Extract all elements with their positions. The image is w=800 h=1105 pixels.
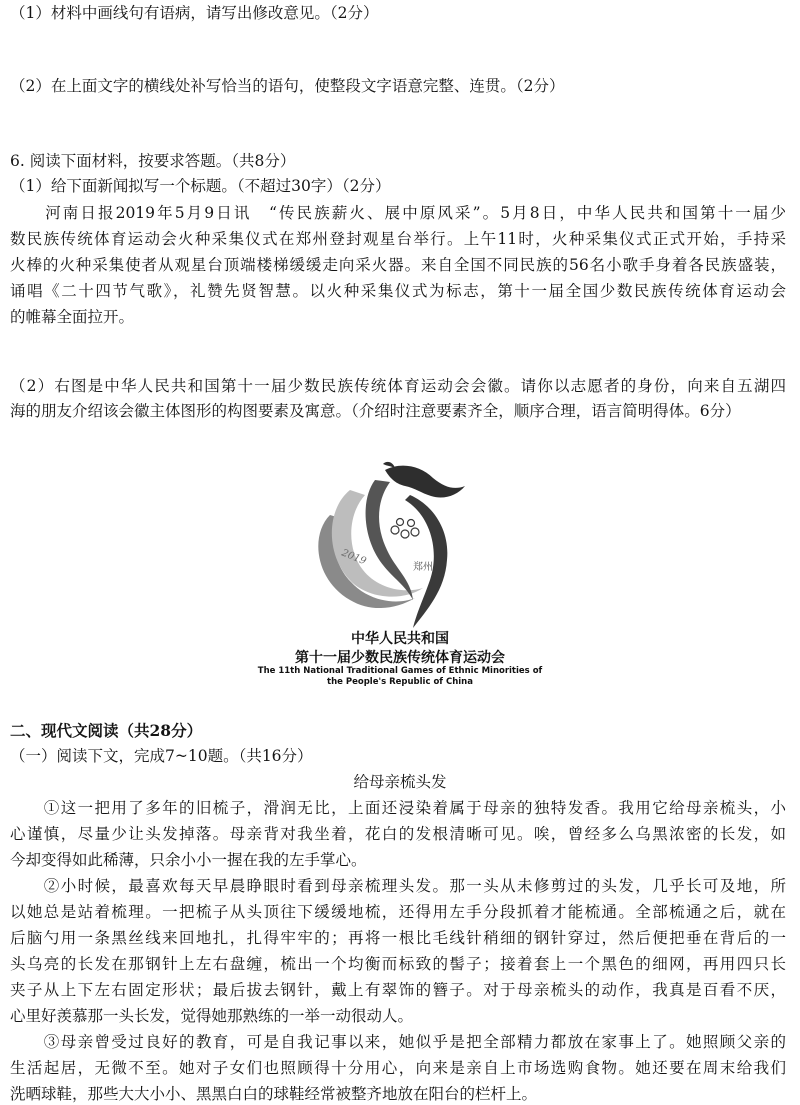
question-6-title: 6. 阅读下面材料，按要求答题。（共8分） [10,152,296,170]
pattern-dot [408,520,415,527]
question-6-1: （1）给下面新闻拟写一个标题。（不超过30字）（2分） [10,177,391,195]
article-line: ①这一把用了多年的旧梳子，滑润无比，上面还浸染着属于母亲的独特发香。我用它给母亲梳头，小 [10,799,786,817]
article-line: 头乌亮的长发在那钢针上左右盘缠，梳出一个均衡而标致的髻子；接着套上一个黑色的细网，再用四只长 [10,955,786,973]
article-line: 夹子从上下左右固定形状；最后拔去钢针，戴上有翠饰的簪子。对于母亲梳头的动作，我真是百看不厌， [10,981,786,999]
news-line: 火棒的火种采集使者从观星台顶端楼梯缓缓走向采火器。来自全国不同民族的56名小歌手身着各民族盛装， [10,256,786,274]
emblem-graphic [255,460,545,630]
dragon-horn [383,462,395,468]
pattern-dot [391,526,399,534]
article-line: 心谨慎，尽量少让头发掉落。母亲背对我坐着，花白的发根清晰可见。唉，曾经多么乌黑浓密的长发，如 [10,825,786,843]
section-heading: 二、现代文阅读（共28分） [10,721,203,740]
article-line: 今却变得如此稀薄，只余小小一握在我的左手掌心。 [10,851,367,869]
pattern-dot [397,519,404,526]
section-sub: （一）阅读下文，完成7~10题。（共16分） [10,747,313,765]
article-line: 心里好羡慕那一头长发，觉得她那熟练的一举一动很动人。 [10,1007,414,1025]
games-emblem [255,460,545,700]
article-line: 洗晒球鞋，那些大大小小、黑黑白白的球鞋经常被整齐地放在阳台的栏杆上。 [10,1085,538,1103]
pattern-dot [401,530,409,538]
question-6-2-line: 海的朋友介绍该会徽主体图形的构图要素及寓意。（介绍时注意要素齐全，顺序合理，语言简明得体。6分） [10,402,741,420]
news-line: 河南日报2019年5月9日讯 “传民族薪火、展中原风采”。5月8日，中华人民共和国第十一届少 [10,204,786,222]
emblem-caption-cn-2: 第十一届少数民族传统体育运动会 [295,650,505,666]
dragon-head [385,466,465,498]
emblem-caption-en-1: The 11th National Traditional Games of Ethnic Minorities of [257,666,543,676]
question-5-2: （2）在上面文字的横线处补写恰当的语句，使整段文字语意完整、连贯。（2分） [10,77,565,95]
article-line: 后脑勺用一条黑丝线来回地扎，扎得牢牢的；再将一根比毛线针稍细的钢针穿过，然后便把垂在背后的一 [10,929,786,947]
pattern-dot [411,528,419,536]
emblem-caption-en-2: the People's Republic of China [327,677,473,687]
news-line: 的帷幕全面拉开。 [10,308,135,326]
article-title: 给母亲梳头发 [353,773,447,791]
article-line: 生活起居，无微不至。她对子女们也照顾得十分用心，向来是亲自上市场选购食物。她还要在周末给我们 [10,1059,786,1077]
news-line: 诵唱《二十四节气歌》，礼赞先贤智慧。以火种采集仪式为标志，第十一届全国少数民族传统体育运动会 [10,282,786,300]
news-line: 数民族传统体育运动会火种采集仪式在郑州登封观星台举行。上午11时，火种采集仪式正式开始，手持采 [10,230,786,248]
article-line: ②小时候，最喜欢每天早晨睁眼时看到母亲梳理头发。那一头从未修剪过的头发，几乎长可及地，所 [10,877,786,895]
emblem-caption-cn-1: 中华人民共和国 [351,631,449,647]
question-5-1: （1）材料中画线句有语病，请写出修改意见。（2分） [10,4,379,22]
article-line: ③母亲曾受过良好的教育，可是自我记事以来，她似乎是把全部精力都放在家事上了。她照顾父亲的 [10,1033,786,1051]
article-line: 以她总是站着梳理。一把梳子从头顶往下缓缓地梳，还得用左手分段抓着才能梳通。全部梳通之后，就在 [10,903,786,921]
emblem-year: 2019 [339,547,368,568]
question-6-2-line: （2）右图是中华人民共和国第十一届少数民族传统体育运动会会徽。请你以志愿者的身份，向来自五湖四 [10,377,786,395]
emblem-city: 郑州 [413,562,433,573]
